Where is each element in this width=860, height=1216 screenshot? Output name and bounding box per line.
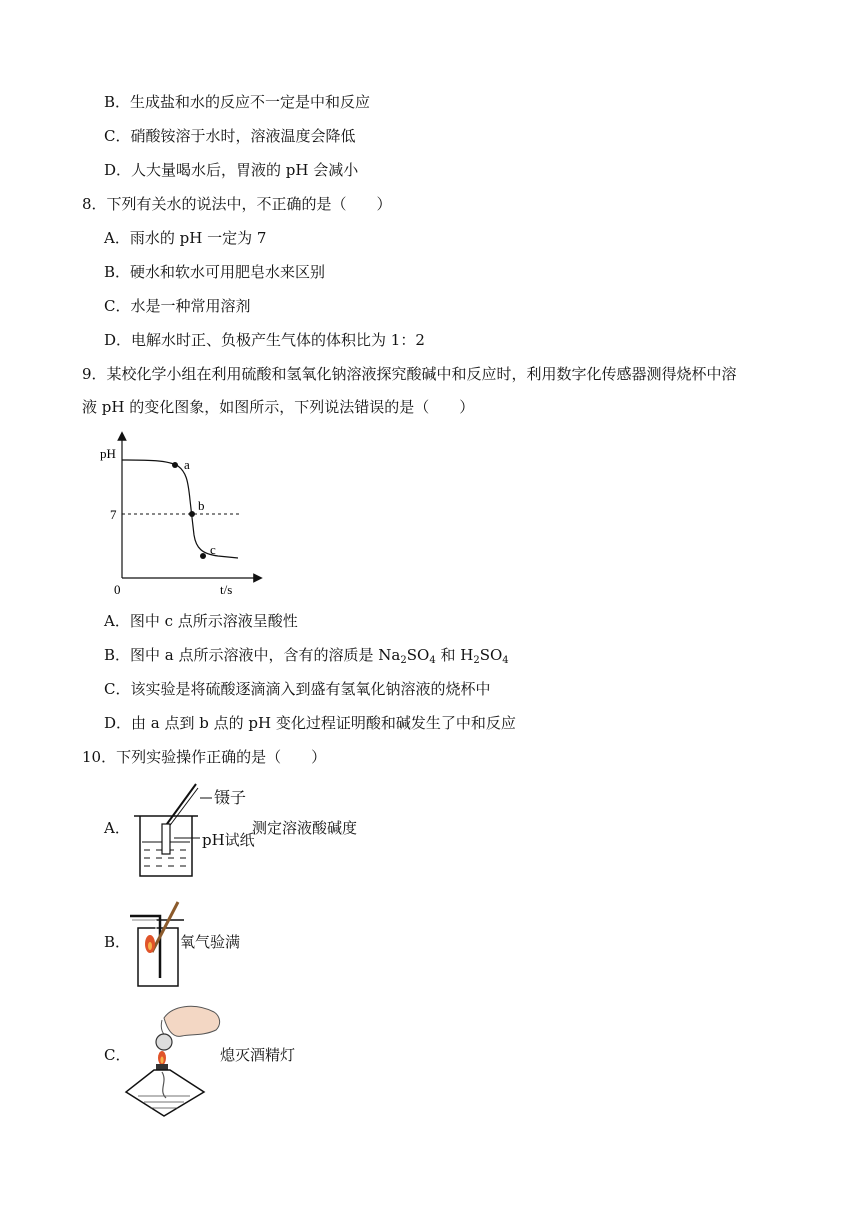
ph-curve-graph: [98, 430, 278, 600]
q9-stem-line1: 9．某校化学小组在利用硫酸和氢氧化钠溶液探究酸碱中和反应时，利用数字化传感器测得烧杯中溶: [82, 365, 737, 383]
point-c: [200, 553, 206, 559]
q8-option-d: D．电解水时正、负极产生气体的体积比为 1：2: [104, 331, 425, 349]
point-a: [172, 462, 178, 468]
q10-option-c-caption: 熄灭酒精灯: [220, 1046, 296, 1064]
label-tweezers: 镊子: [214, 788, 247, 807]
q9-option-c: C．该实验是将硫酸逐滴滴入到盛有氢氧化钠溶液的烧杯中: [104, 680, 491, 698]
label-a: a: [184, 457, 190, 472]
q10-option-a-caption: 测定溶液酸碱度: [252, 819, 358, 837]
ytick-7: 7: [110, 507, 117, 522]
q9-option-b: B．图中 a 点所示溶液中，含有的溶质是 $Na_2SO_4$ 和 $H_2SO_4$: [104, 646, 509, 666]
q8-stem: 8．下列有关水的说法中，不正确的是（ ）: [82, 195, 392, 213]
q10-option-b-caption: 氧气验满: [180, 933, 241, 951]
q10-option-b-letter: B．: [104, 933, 131, 951]
tweezers: [164, 784, 196, 828]
label-c: c: [210, 542, 216, 557]
ph-curve: [122, 460, 238, 558]
q9-option-a: A．图中 c 点所示溶液呈酸性: [104, 612, 298, 630]
q8-option-b: B．硬水和软水可用肥皂水来区别: [104, 263, 326, 281]
point-b: [189, 511, 195, 517]
q10-option-a-letter: A．: [104, 819, 130, 837]
ph-paper: [162, 824, 170, 854]
q9-stem-line2: 液 pH 的变化图象，如图所示，下列说法错误的是（ ）: [82, 398, 475, 416]
lamp-cap: [156, 1034, 172, 1050]
q10-option-c-letter: C．: [104, 1046, 131, 1064]
q7-option-d: D．人大量喝水后，胃液的 pH 会减小: [104, 161, 359, 179]
q8-option-a: A．雨水的 pH 一定为 7: [104, 229, 267, 247]
q8-option-c: C．水是一种常用溶剂: [104, 297, 251, 315]
label-ph-paper: pH试纸: [202, 831, 255, 849]
alcohol-lamp-illustration: [124, 998, 234, 1118]
q7-option-b: B．生成盐和水的反应不一定是中和反应: [104, 93, 371, 111]
label-b: b: [198, 498, 205, 513]
q9-option-d: D．由 a 点到 b 点的 pH 变化过程证明酸和碱发生了中和反应: [104, 714, 516, 732]
hand: [164, 1006, 220, 1036]
origin-label: 0: [114, 582, 121, 597]
q10-stem: 10．下列实验操作正确的是（ ）: [82, 748, 327, 766]
q7-option-c: C．硝酸铵溶于水时，溶液温度会降低: [104, 127, 356, 145]
xlabel: t/s: [220, 582, 233, 597]
ylabel: pH: [100, 446, 116, 461]
